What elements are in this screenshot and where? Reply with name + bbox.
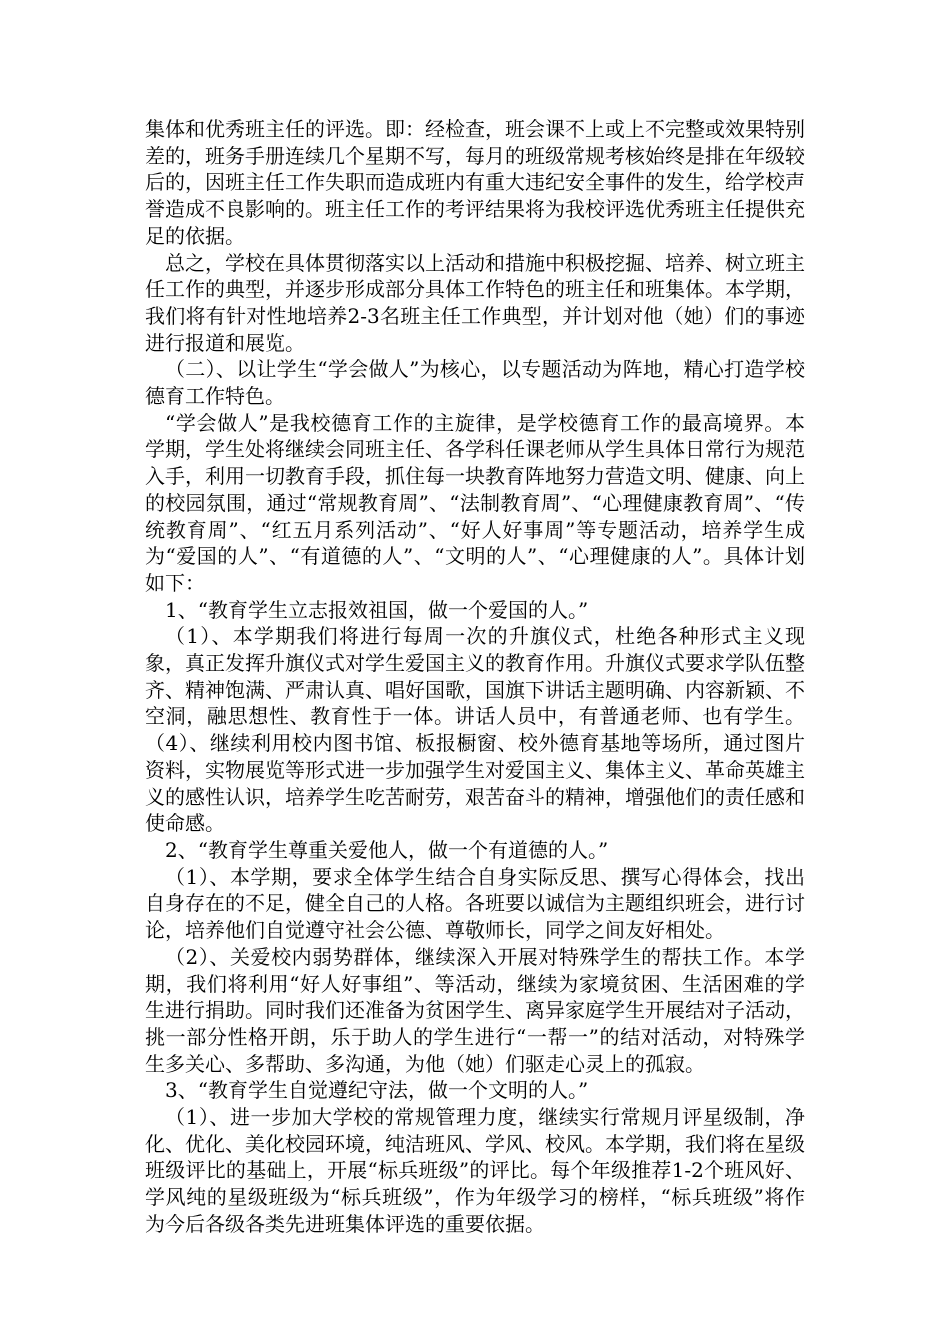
item-heading-2: 2、“教育学生尊重关爱他人，做一个有道德的人。” (165, 837, 609, 862)
item-heading-1: 1、“教育学生立志报效祖国，做一个爱国的人。” (165, 597, 589, 622)
document-page (145, 116, 805, 1238)
paragraph-flag-ceremony: （1）、本学期我们将进行每周一次的升旗仪式，杜绝各种形式主义现象，真正发挥升旗仪式对学生爱国主义的教育作用。升旗仪式要求学队伍整齐、精神饱满、严肃认真、唱好国歌，国旗下讲话主题明确、内容新颖、不空洞，融思想性、教育性于一体。讲话人员中，有普通老师、也有学生。（4）、继续利用校内图书馆、板报橱窗、校外德育基地等场所，通过图片资料，实物展览等形式进一步加强学生对爱国主义、集体主义、革命英雄主义的感性认识，培养学生吃苦耐劳，艰苦奋斗的精神，增强他们的责任感和使命感。 (145, 624, 805, 836)
paragraph-care-vulnerable: （2）、关爱校内弱势群体，继续深入开展对特殊学生的帮扶工作。本学期，我们将利用“好人好事组”、等活动，继续为家境贫困、生活困难的学生进行捐助。同时我们还准备为贫困学生、离异家庭学生开展结对子活动，挑一部分性格开朗，乐于助人的学生进行“一帮一”的结对活动，对特殊学生多关心、多帮助、多沟通，为他（她）们驱走心灵上的孤寂。 (145, 944, 805, 1076)
section-heading-2: （二）、以让学生“学会做人”为核心，以专题活动为阵地，精心打造学校德育工作特色。 (145, 357, 805, 409)
paragraph-continuation: 集体和优秀班主任的评选。即：经检查，班会课不上或上不完整或效果特别差的，班务手册连续几个星期不写，每月的班级常规考核始终是排在年级较后的，因班主任工作失职而造成班内有重大违纪安全事件的发生，给学校声誉造成不良影响的。班主任工作的考评结果将为我校评选优秀班主任提供充足的依据。 (145, 117, 805, 248)
paragraph-learn-to-be-human: “学会做人”是我校德育工作的主旋律，是学校德育工作的最高境界。本学期，学生处将继续会同班主任、各学科任课老师从学生具体日常行为规范入手，利用一切教育手段，抓住每一块教育阵地努力营造文明、健康、向上的校园氛围，通过“常规教育周”、“法制教育周”、“心理健康教育周”、“传统教育周”、“红五月系列活动”、“好人好事周”等专题活动，培养学生成为“爱国的人”、“有道德的人”、“文明的人”、“心理健康的人”。具体计划如下： (145, 410, 805, 595)
paragraph-self-reflection: （1）、本学期，要求全体学生结合自身实际反思、撰写心得体会，找出自身存在的不足，健全自己的人格。各班要以诚信为主题组织班会，进行讨论，培养他们自觉遵守社会公德、尊敬师长，同学之间友好相处。 (145, 864, 805, 943)
item-heading-3: 3、“教育学生自觉遵纪守法，做一个文明的人。” (165, 1078, 589, 1103)
paragraph-routine-management: （1）、进一步加大学校的常规管理力度，继续实行常规月评星级制，净化、优化、美化校园环境，纯洁班风、学风、校风。本学期，我们将在星级班级评比的基础上，开展“标兵班级”的评比。每个年级推荐1-2个班风好、学风纯的星级班级为“标兵班级”，作为年级学习的榜样，“标兵班级”将作为今后各级各类先进班集体评选的重要依据。 (145, 1105, 805, 1236)
paragraph-summary: 总之，学校在具体贯彻落实以上活动和措施中积极挖掘、培养、树立班主任工作的典型，并逐步形成部分具体工作特色的班主任和班集体。本学期，我们将有针对性地培养2-3名班主任工作典型，并计划对他（她）们的事迹进行报道和展览。 (145, 250, 805, 355)
